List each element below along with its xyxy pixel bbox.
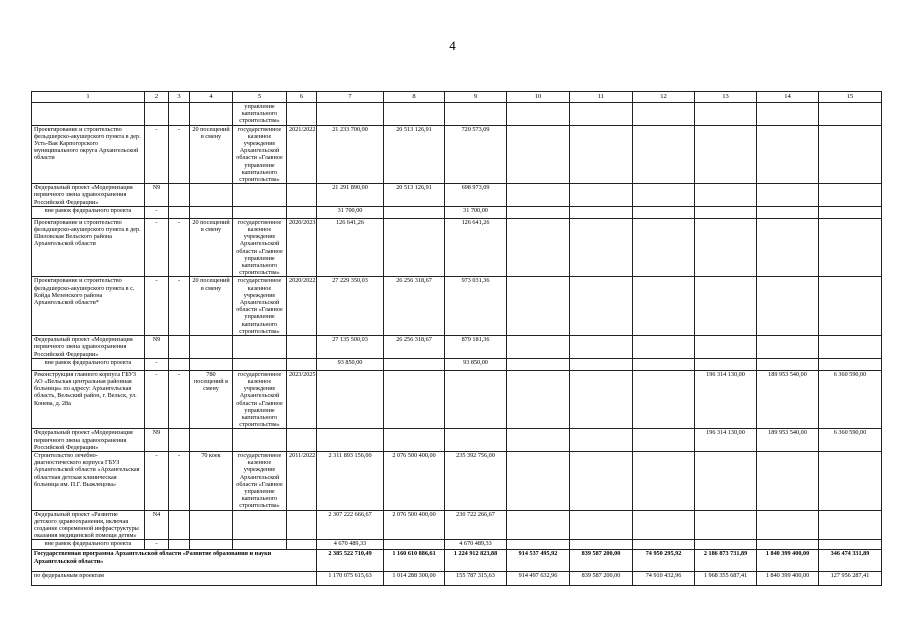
col-header: 7 [317, 92, 384, 103]
amount-cell: 235 392 756,00 [445, 451, 507, 510]
amount-cell: 2 307 222 666,67 [317, 510, 384, 540]
amount-cell: 4 670 489,33 [317, 540, 384, 550]
col-header: 3 [169, 92, 190, 103]
amount-cell: 20 513 126,91 [384, 125, 445, 184]
table-row [32, 572, 882, 586]
period-cell: 2020/2022 [287, 277, 317, 336]
federal-project-cell: Федеральный проект «Модернизация первичного звена здравоохранения Российской Федерации» [32, 336, 145, 359]
col-header: 15 [819, 92, 882, 103]
amount-cell: 189 953 540,00 [757, 429, 819, 452]
amount-cell: 1 014 288 300,00 [384, 572, 445, 586]
amount-cell: 230 722 266,67 [445, 510, 507, 540]
amount-cell: 127 956 287,41 [819, 572, 882, 586]
amount-cell: 2 186 873 731,89 [695, 550, 757, 572]
col-header: 12 [633, 92, 695, 103]
amount-cell: 839 587 200,00 [570, 550, 633, 572]
amount-cell: 1 160 610 886,61 [384, 550, 445, 572]
amount-cell: 1 170 075 615,63 [317, 572, 384, 586]
header-row [32, 92, 882, 103]
period-cell: 2023/2025 [287, 370, 317, 429]
cell: - [145, 277, 169, 336]
federal-total-label: по федеральным проектам [32, 572, 317, 586]
amount-cell: 189 953 540,00 [757, 370, 819, 429]
col-header: 1 [32, 92, 145, 103]
amount-cell: 26 256 318,67 [384, 336, 445, 359]
amount-cell: 914 497 632,96 [507, 572, 570, 586]
amount-cell: 6 360 590,00 [819, 370, 882, 429]
amount-cell: 155 787 315,63 [445, 572, 507, 586]
cell: - [169, 218, 190, 277]
customer-cell: государственное казенное учреждение Архангельской области «Главное управление капитального строительства» [233, 370, 287, 429]
table-row [32, 358, 882, 370]
table-row [32, 370, 882, 429]
amount-cell: 74 950 295,92 [633, 550, 695, 572]
amount-cell: 21 291 890,00 [317, 184, 384, 207]
capacity-cell: 20 посещений в смену [190, 277, 233, 336]
capacity-cell: 20 посещений в смену [190, 125, 233, 184]
object-name-cell: Строительство лечебно-диагностического корпуса ГБУЗ Архангельской области «Архангельская областная детская клиническая больница им. П.Г. Выжлецова» [32, 451, 145, 510]
cell: - [145, 206, 169, 218]
col-header: 10 [507, 92, 570, 103]
out-of-project-cell: вне рамок федерального проекта [32, 540, 145, 550]
col-header: 11 [570, 92, 633, 103]
amount-cell: 879 181,36 [445, 336, 507, 359]
amount-cell: 2 385 522 710,49 [317, 550, 384, 572]
cell: - [145, 218, 169, 277]
amount-cell: 839 587 200,00 [570, 572, 633, 586]
cell: - [145, 370, 169, 429]
col-header: 14 [757, 92, 819, 103]
period-cell: 2020/2023 [287, 218, 317, 277]
customer-cell: государственное казенное учреждение Архангельской области «Главное управление капитального строительства» [233, 218, 287, 277]
amount-cell: 6 360 590,00 [819, 429, 882, 452]
amount-cell: 973 031,36 [445, 277, 507, 336]
table-row [32, 540, 882, 550]
amount-cell: 2 076 500 400,00 [384, 510, 445, 540]
col-header: 5 [233, 92, 287, 103]
amount-cell: 1 840 399 400,00 [757, 572, 819, 586]
table-row [32, 218, 882, 277]
out-of-project-cell: вне рамок федерального проекта [32, 358, 145, 370]
cell: - [169, 370, 190, 429]
amount-cell: 74 910 432,96 [633, 572, 695, 586]
amount-cell: 720 573,09 [445, 125, 507, 184]
amount-cell: 346 474 331,89 [819, 550, 882, 572]
cell: - [169, 451, 190, 510]
federal-project-cell: Федеральный проект «Модернизация первичного звена здравоохранения Российской Федерации» [32, 429, 145, 452]
amount-cell: 126 641,26 [445, 218, 507, 277]
amount-cell: 93 850,00 [317, 358, 384, 370]
federal-project-cell: Федеральный проект «Модернизация первичного звена здравоохранения Российской Федерации» [32, 184, 145, 207]
page-number: 4 [449, 38, 456, 53]
cell: - [145, 451, 169, 510]
col-header: 8 [384, 92, 445, 103]
col-header: 4 [190, 92, 233, 103]
table-row [32, 429, 882, 452]
amount-cell: 93 850,00 [445, 358, 507, 370]
table-row [32, 277, 882, 336]
table-row [32, 103, 882, 126]
cell: - [145, 358, 169, 370]
object-name-cell: Проектирование и строительство фельдшерско-акушерского пункта в дер. Шиловская Вельского района Архангельской области [32, 218, 145, 277]
col-header: 2 [145, 92, 169, 103]
capacity-cell: 20 посещений в смену [190, 218, 233, 277]
table-row [32, 184, 882, 207]
project-code-cell: N4 [145, 510, 169, 540]
amount-cell: 1 840 399 400,00 [757, 550, 819, 572]
amount-cell: 27 135 500,03 [317, 336, 384, 359]
out-of-project-cell: вне рамок федерального проекта [32, 206, 145, 218]
customer-cell: государственное казенное учреждение Архангельской области «Главное управление капитального строительства» [233, 125, 287, 184]
customer-cell: государственное казенное учреждение Архангельской области «Главное управление капитального строительства» [233, 277, 287, 336]
cell: - [145, 540, 169, 550]
amount-cell: 1 224 912 823,88 [445, 550, 507, 572]
col-header: 9 [445, 92, 507, 103]
amount-cell: 1 968 355 687,41 [695, 572, 757, 586]
cell: - [169, 277, 190, 336]
federal-project-cell: Федеральный проект «Развитие детского здравоохранения, включая создание современной инфраструктуры оказания медицинской помощи детям» [32, 510, 145, 540]
object-name-cell: Проектирование и строительство фельдшерско-акушерского пункта в дер. Усть-Вая Карпогорского муниципального округа Архангельской области [32, 125, 145, 184]
table-row [32, 206, 882, 218]
project-code-cell: N9 [145, 184, 169, 207]
period-cell: 2011/2022 [287, 451, 317, 510]
table-row [32, 125, 882, 184]
amount-cell: 2 076 500 400,00 [384, 451, 445, 510]
project-code-cell: N9 [145, 336, 169, 359]
object-name-cell: Проектирование и строительство фельдшерско-акушерского пункта в с. Койда Мезенского района Архангельской области* [32, 277, 145, 336]
cell: - [169, 125, 190, 184]
amount-cell: 21 233 700,00 [317, 125, 384, 184]
amount-cell: 126 641,26 [317, 218, 384, 277]
amount-cell: 698 973,09 [445, 184, 507, 207]
amount-cell: 31 700,00 [317, 206, 384, 218]
amount-cell: 196 314 130,00 [695, 429, 757, 452]
project-code-cell: N9 [145, 429, 169, 452]
amount-cell: 27 229 350,03 [317, 277, 384, 336]
capacity-cell: 780 посещений в смену [190, 370, 233, 429]
amount-cell: 4 670 489,33 [445, 540, 507, 550]
amount-cell: 20 513 126,91 [384, 184, 445, 207]
col-header: 13 [695, 92, 757, 103]
amount-cell: 26 256 318,67 [384, 277, 445, 336]
customer-cell: государственное казенное учреждение Архангельской области «Главное управление капитального строительства» [233, 451, 287, 510]
col-header: 6 [287, 92, 317, 103]
table-row [32, 451, 882, 510]
amount-cell: 914 537 495,92 [507, 550, 570, 572]
table-row [32, 336, 882, 359]
object-name-cell: Реконструкция главного корпуса ГБУЗ АО «Вельская центральная районная больница» по адресу: Архангельская область, Вельский район, г. Вельск, ул. Конева, д. 28а [32, 370, 145, 429]
amount-cell: 2 311 893 156,00 [317, 451, 384, 510]
capacity-cell: 70 коек [190, 451, 233, 510]
amount-cell: 196 314 130,00 [695, 370, 757, 429]
period-cell: 2021/2022 [287, 125, 317, 184]
table-row [32, 510, 882, 540]
program-table [31, 91, 882, 586]
total-row [32, 550, 882, 572]
program-total-label: Государственная программа Архангельской области «Развитие образования и науки Архангельской области» [32, 550, 317, 572]
amount-cell: 31 700,00 [445, 206, 507, 218]
cell: - [145, 125, 169, 184]
customer-cell: управление капитального строительства» [233, 103, 287, 126]
